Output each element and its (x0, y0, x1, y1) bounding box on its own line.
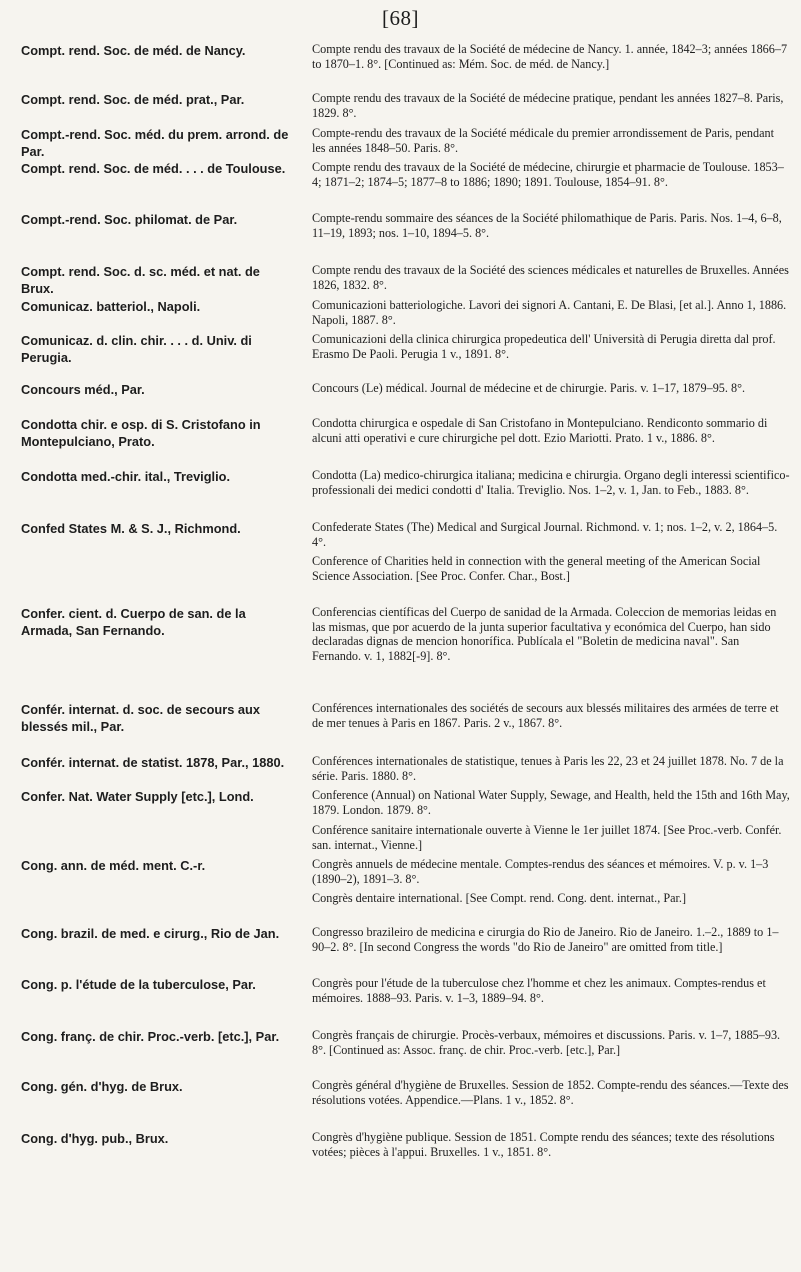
full-title: Concours (Le) médical. Journal de médecine et de chirurgie. Paris. v. 1–17, 1879–95. 8°. (312, 381, 746, 395)
abbreviation: Comunicaz. batteriol., Napoli. (21, 299, 201, 314)
abbreviation: Cong. franç. de chir. Proc.-verb. [etc.], Par. (21, 1029, 280, 1044)
abbreviation: Cong. p. l'étude de la tuberculose, Par. (21, 977, 256, 992)
full-title: Compte-rendu des travaux de la Société médicale du premier arrondissement de Paris, pendant les années 1848–50. Paris. 8°. (312, 126, 774, 155)
abbreviation: Confér. internat. de statist. 1878, Par., 1880. (21, 755, 285, 770)
full-title: Conferencias científicas del Cuerpo de sanidad de la Armada. Coleccion de memorias leidas en las mismas, que por acuerdo de la junta superior facultativa y económica del Cuerpo, han sido declaradas dignas de mencion honorífica. Publícala el "Boletin de medicina naval". San Fernando. v. 1, 1882[-9]. 8°. (312, 605, 777, 663)
full-title: Congrès général d'hygiène de Bruxelles. Session de 1852. Compte-rendu des séances.—Texte des résolutions votées. Appendice.—Plans. 1 v., 1852. 8°. (312, 1078, 789, 1107)
full-title: Congrès annuels de médecine mentale. Comptes-rendus des séances et mémoires. V. p. v. 1–3 (1890–2), 1891–3. 8°. (312, 857, 769, 886)
full-title: Conférences internationales de statistique, tenues à Paris les 22, 23 et 24 juillet 1878. No. 7 de la série. Paris. 1880. 8°. (312, 754, 784, 783)
full-title: Compte-rendu sommaire des séances de la Société philomathique de Paris. Paris. Nos. 1–4, 6–8, 11–19, 1893; nos. 1–10, 1894–5. 8°. (312, 211, 782, 240)
full-title: Comunicazioni della clinica chirurgica propedeutica dell' Università di Perugia diretta dal prof. Erasmo De Paoli. Perugia 1 v., 1891. 8°. (312, 332, 776, 361)
full-title: Congresso brazileiro de medicina e cirurgia do Rio de Janeiro. Rio de Janeiro. 1.–2., 1889 to 1–90–2. 8°. [In second Congress the words "do Rio de Janeiro" are omitted from title.] (312, 925, 779, 954)
full-title: Compte rendu des travaux de la Société de médecine pratique, pendant les années 1827–8. Paris, 1829. 8°. (312, 91, 784, 120)
abbreviation: Compt. rend. Soc. d. sc. méd. et nat. de Brux. (21, 264, 260, 296)
abbreviation: Compt. rend. Soc. de méd. . . . de Toulouse. (21, 161, 286, 176)
abbreviation: Concours méd., Par. (21, 382, 145, 397)
full-title: Conference (Annual) on National Water Supply, Sewage, and Health, held the 15th and 16th May, 1879. London. 1879. 8°. (312, 788, 790, 817)
full-title: Compte rendu des travaux de la Société des sciences médicales et naturelles de Bruxelles. Années 1826, 1832. 8°. (312, 263, 789, 292)
abbreviation: Condotta chir. e osp. di S. Cristofano in Montepulciano, Prato. (21, 417, 261, 449)
abbreviation: Comunicaz. d. clin. chir. . . . d. Univ. di Perugia. (21, 333, 252, 365)
full-title: Conférences internationales des sociétés de secours aux blessés militaires des armées de terre et de mer tenues à Paris en 1867. Paris. 2 v., 1867. 8°. (312, 701, 779, 730)
full-title: Congrès d'hygiène publique. Session de 1851. Compte rendu des séances; texte des résolutions votées; pièces à l'appui. Bruxelles. 1 v., 1851. 8°. (312, 1130, 775, 1159)
full-title: Conference of Charities held in connection with the general meeting of the American Social Science Association. [See Proc. Confer. Char., Bost.] (312, 554, 761, 583)
abbreviation: Cong. d'hyg. pub., Brux. (21, 1131, 169, 1146)
abbreviation: Condotta med.-chir. ital., Treviglio. (21, 469, 231, 484)
abbreviation: Compt.-rend. Soc. philomat. de Par. (21, 212, 238, 227)
abbreviation: Cong. brazil. de med. e cirurg., Rio de Jan. (21, 926, 280, 941)
abbreviation: Cong. ann. de méd. ment. C.-r. (21, 858, 206, 873)
abbreviation: Compt. rend. Soc. de méd. de Nancy. (21, 43, 246, 58)
full-title: Compte rendu des travaux de la Société de médecine, chirurgie et pharmacie de Toulouse. 1853–4; 1871–2; 1874–5; 1877–8 to 1886; 1890; 1891. Toulouse, 1854–91. 8°. (312, 160, 784, 189)
full-title: Congrès pour l'étude de la tuberculose chez l'homme et chez les animaux. Comptes-rendus et mémoires. 1888–93. Paris. v. 1–3, 1889–94. 8°. (312, 976, 766, 1005)
abbreviation: Confér. internat. d. soc. de secours aux blessés mil., Par. (21, 702, 260, 734)
full-title: Congrès français de chirurgie. Procès-verbaux, mémoires et discussions. Paris. v. 1–7, 1885–93. 8°. [Continued as: Assoc. franç. de chir. Proc.-verb. [etc.], Par.] (312, 1028, 781, 1057)
page-number: [68] (382, 6, 419, 30)
full-title: Compte rendu des travaux de la Société de médecine de Nancy. 1. année, 1842–3; années 1866–7 to 1870–1. 8°. [Continued as: Mém. Soc. de méd. de Nancy.] (312, 42, 788, 71)
full-title: Confederate States (The) Medical and Surgical Journal. Richmond. v. 1; nos. 1–2, v. 2, 1864–5. 4°. (312, 520, 778, 549)
abbreviation: Compt. rend. Soc. de méd. prat., Par. (21, 92, 245, 107)
abbreviation: Confed States M. & S. J., Richmond. (21, 521, 241, 536)
full-title: Conférence sanitaire internationale ouverte à Vienne le 1er juillet 1874. [See Proc.-verb. Confér. san. internat., Vienne.] (312, 823, 782, 852)
full-title: Comunicazioni batteriologiche. Lavori dei signori A. Cantani, E. De Blasi, [et al.]. Anno 1, 1886. Napoli, 1887. 8°. (312, 298, 787, 327)
abbreviation: Confer. Nat. Water Supply [etc.], Lond. (21, 789, 254, 804)
abbreviation: Confer. cient. d. Cuerpo de san. de la Armada, San Fernando. (21, 606, 246, 638)
abbreviation: Cong. gén. d'hyg. de Brux. (21, 1079, 183, 1094)
full-title: Condotta chirurgica e ospedale di San Cristofano in Montepulciano. Rendiconto sommario di alcuni atti operativi e cure chirurgiche pel dott. Ezio Mariotti. Prato. 1 v., 1886. 8°. (312, 416, 768, 445)
full-title: Condotta (La) medico-chirurgica italiana; medicina e chirurgia. Organo degli interessi scientifico-professionali dei medici condotti d' Italia. Treviglio. Nos. 1–2, v. 1, Jan. to Feb., 1883. 8°. (312, 468, 790, 497)
full-title: Congrès dentaire international. [See Compt. rend. Cong. dent. internat., Par.] (312, 891, 686, 905)
abbreviation: Compt.-rend. Soc. méd. du prem. arrond. de Par. (21, 127, 289, 159)
